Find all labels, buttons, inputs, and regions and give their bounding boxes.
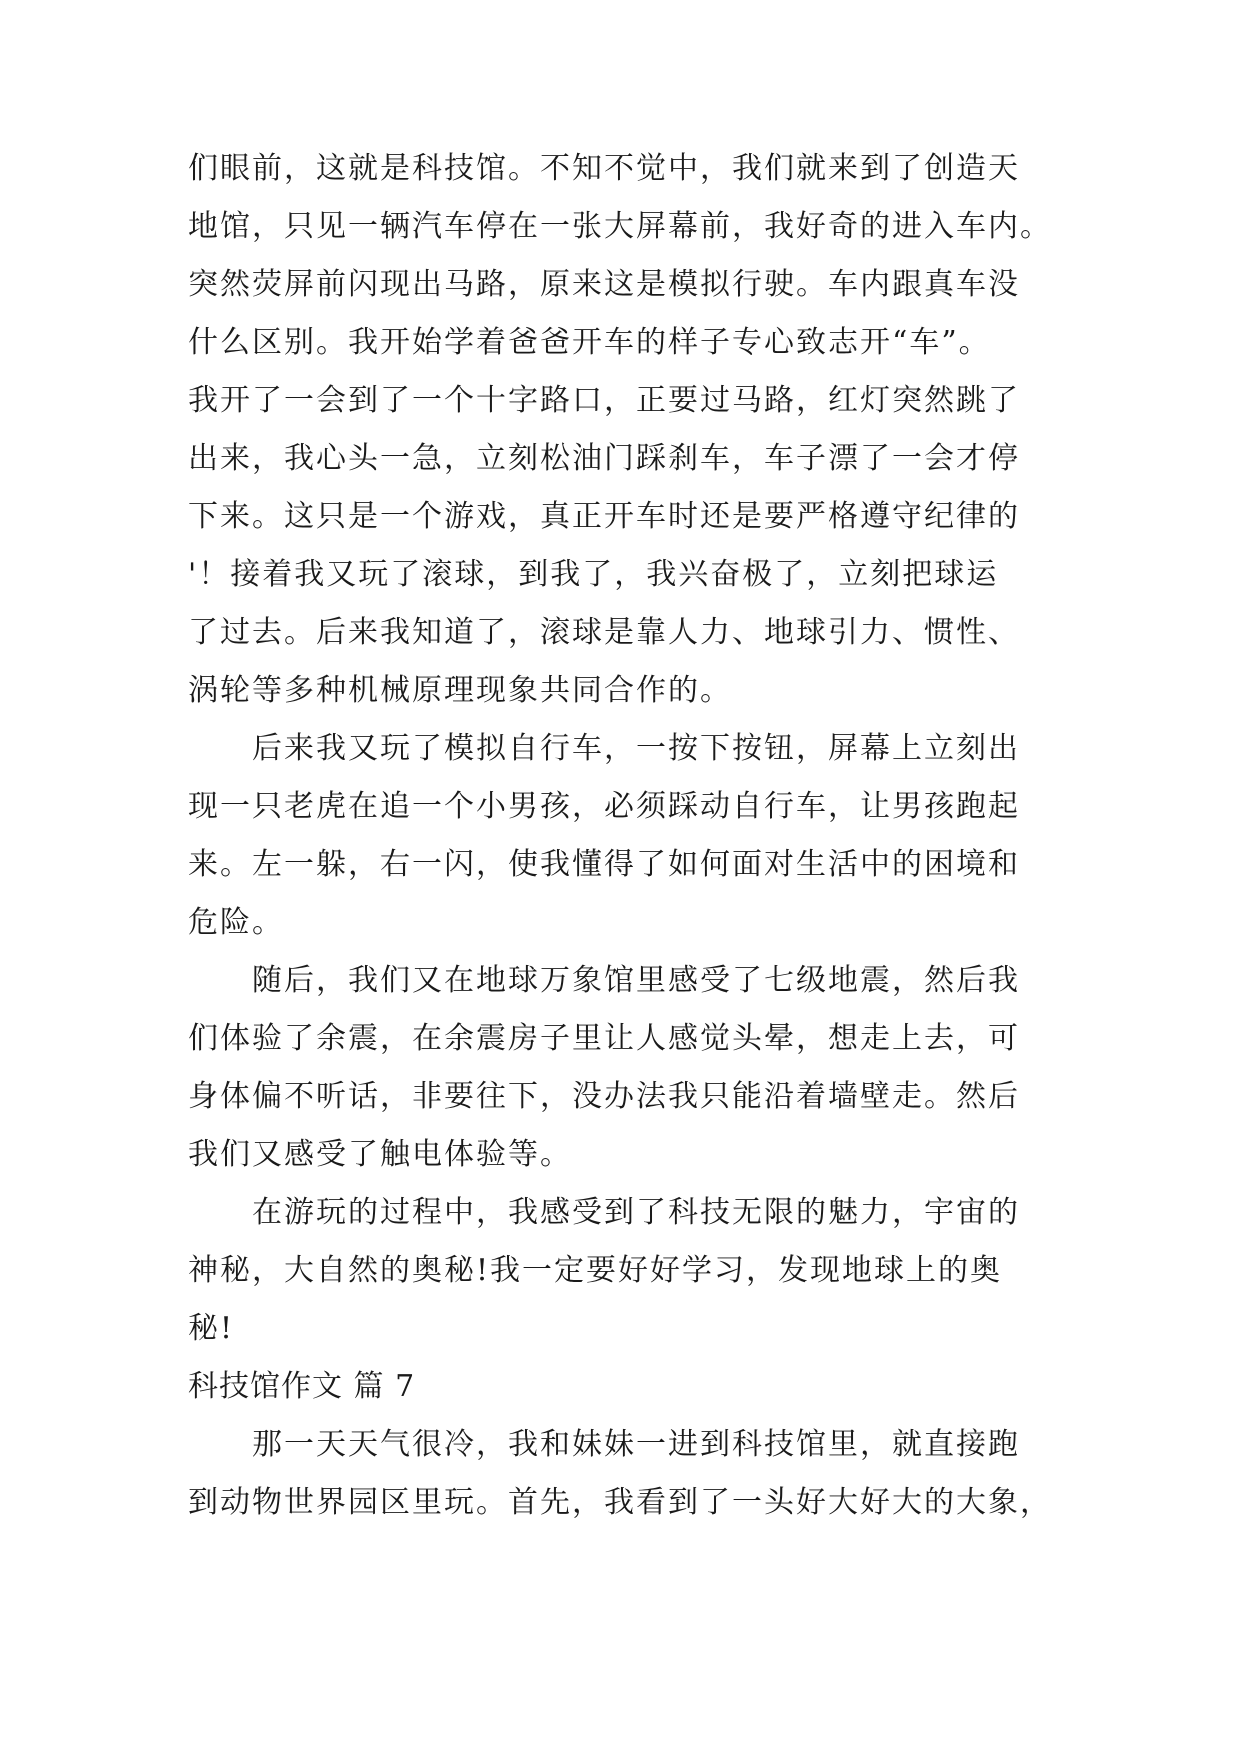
paragraph-first-line: 在游玩的过程中，我感受到了科技无限的魅力，宇宙的 <box>252 1195 1020 1230</box>
text-line: '！接着我又玩了滚球，到我了，我兴奋极了，立刻把球运 <box>188 557 999 592</box>
text-line: 我们又感受了触电体验等。 <box>188 1137 572 1172</box>
text-line: 危险。 <box>188 905 284 940</box>
text-line: 身体偏不听话，非要往下，没办法我只能沿着墙壁走。然后 <box>188 1079 1020 1114</box>
text-line: 什么区别。我开始学着爸爸开车的样子专心致志开“车”。 <box>188 325 991 360</box>
paragraph-first-line: 后来我又玩了模拟自行车，一按下按钮，屏幕上立刻出 <box>252 731 1020 766</box>
paragraph-first-line: 随后，我们又在地球万象馆里感受了七级地震，然后我 <box>252 963 1020 998</box>
text-line: 出来，我心头一急，立刻松油门踩刹车，车子漂了一会才停 <box>188 441 1020 476</box>
text-line: 了过去。后来我知道了，滚球是靠人力、地球引力、惯性、 <box>188 615 1020 650</box>
text-line: 下来。这只是一个游戏，真正开车时还是要严格遵守纪律的 <box>188 499 1020 534</box>
paragraph-first-line: 那一天天气很冷，我和妹妹一进到科技馆里，就直接跑 <box>252 1427 1020 1462</box>
text-line: 来。左一躲，右一闪，使我懂得了如何面对生活中的困境和 <box>188 847 1020 882</box>
text-line: 到动物世界园区里玩。首先，我看到了一头好大好大的大象， <box>188 1485 1052 1520</box>
text-line: 突然荧屏前闪现出马路，原来这是模拟行驶。车内跟真车没 <box>188 267 1020 302</box>
text-line: 涡轮等多种机械原理现象共同合作的。 <box>188 673 732 708</box>
text-line: 我开了一会到了一个十字路口，正要过马路，红灯突然跳了 <box>188 383 1020 418</box>
text-line: 们眼前，这就是科技馆。不知不觉中，我们就来到了创造天 <box>188 151 1020 186</box>
text-line: 神秘，大自然的奥秘!我一定要好好学习，发现地球上的奥 <box>188 1253 1003 1288</box>
text-line: 地馆，只见一辆汽车停在一张大屏幕前，我好奇的进入车内。 <box>188 209 1052 244</box>
text-line: 们体验了余震，在余震房子里让人感觉头晕，想走上去，可 <box>188 1021 1020 1056</box>
text-line: 秘! <box>188 1311 235 1346</box>
section-heading: 科技馆作文 篇 7 <box>188 1369 416 1404</box>
text-line: 现一只老虎在追一个小男孩，必须踩动自行车，让男孩跑起 <box>188 789 1020 824</box>
